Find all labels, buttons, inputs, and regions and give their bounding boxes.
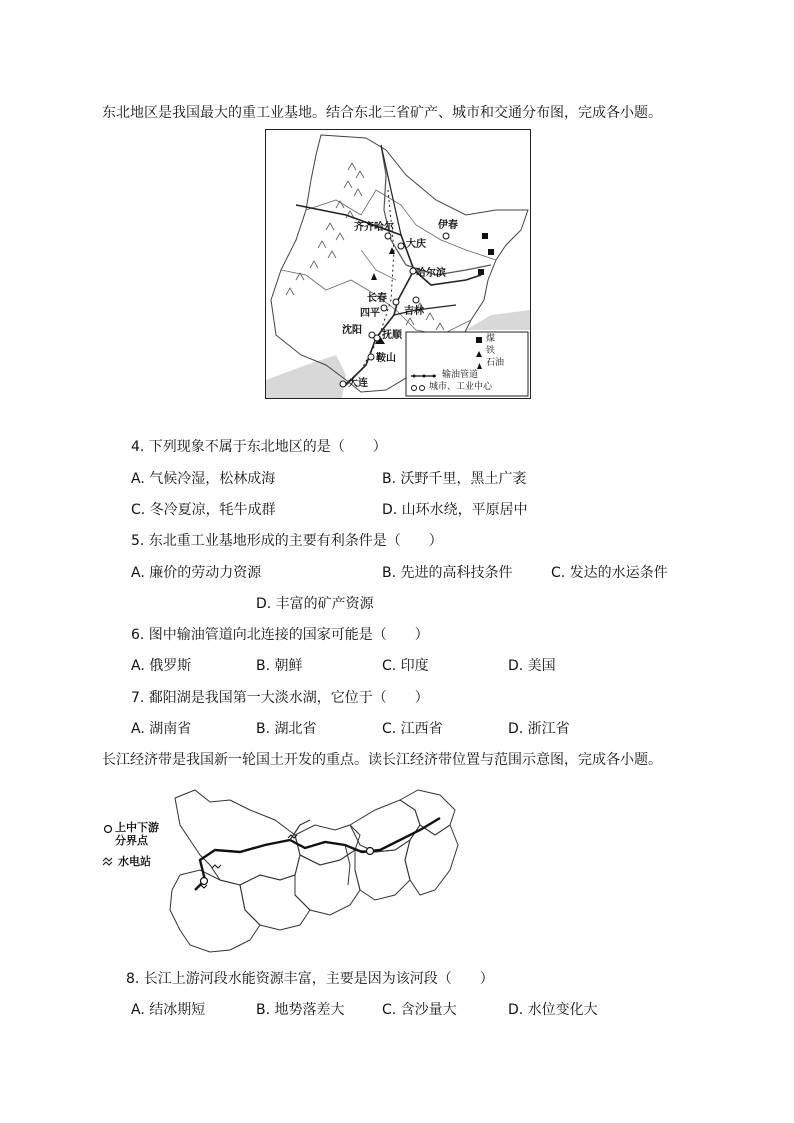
city-label: 大庆 — [406, 239, 426, 250]
question-6-stem: 6. 图中输油管道向北连接的国家可能是（ ） — [131, 627, 429, 643]
q6-option-d[interactable]: D. 美国 — [508, 658, 556, 674]
legend-coal: 煤 — [486, 334, 496, 344]
city-label: 鞍山 — [376, 353, 396, 364]
northeast-map — [265, 129, 531, 399]
city-label: 抚顺 — [382, 330, 402, 341]
q8-option-a[interactable]: A. 结冰期短 — [131, 1002, 206, 1018]
city-label: 齐齐哈尔 — [354, 222, 394, 233]
city-label: 吉林 — [404, 306, 424, 317]
city-label: 四平 — [360, 308, 380, 319]
legend-hydro: 水电站 — [118, 855, 151, 868]
question-7-stem: 7. 鄱阳湖是我国第一大淡水湖，它位于（ ） — [131, 690, 429, 706]
q4-option-c[interactable]: C. 冬冷夏凉，牦牛成群 — [131, 502, 276, 518]
city-label: 哈尔滨 — [416, 268, 446, 279]
q7-option-b[interactable]: B. 湖北省 — [256, 721, 317, 737]
q5-option-b[interactable]: B. 先进的高科技条件 — [382, 565, 513, 581]
intro-yangtze: 长江经济带是我国新一轮国土开发的重点。读长江经济带位置与范围示意图，完成各小题。 — [102, 752, 662, 768]
q5-option-d[interactable]: D. 丰富的矿产资源 — [256, 596, 374, 612]
city-label: 大连 — [348, 378, 368, 389]
legend-divider-line2: 分界点 — [115, 834, 148, 847]
city-label: 长春 — [367, 293, 387, 304]
legend-oil: 石油 — [486, 358, 505, 368]
legend-pipeline: 输油管道 — [442, 370, 479, 380]
city-label: 伊春 — [438, 220, 458, 231]
q4-option-b[interactable]: B. 沃野千里，黑土广袤 — [382, 471, 527, 487]
yangtze-map — [100, 780, 460, 958]
legend-divider-line1: 上中下游 — [115, 821, 159, 834]
question-4-stem: 4. 下列现象不属于东北地区的是（ ） — [131, 439, 387, 455]
q7-option-a[interactable]: A. 湖南省 — [131, 721, 192, 737]
legend-city: 城市、工业中心 — [429, 382, 493, 392]
q8-option-d[interactable]: D. 水位变化大 — [508, 1002, 598, 1018]
legend-iron: 铁 — [486, 346, 496, 356]
q6-option-c[interactable]: C. 印度 — [382, 658, 429, 674]
q5-option-c[interactable]: C. 发达的水运条件 — [551, 565, 668, 581]
intro-northeast: 东北地区是我国最大的重工业基地。结合东北三省矿产、城市和交通分布图，完成各小题。 — [102, 105, 662, 121]
q7-option-d[interactable]: D. 浙江省 — [508, 721, 570, 737]
city-label: 沈阳 — [342, 325, 362, 336]
q8-option-b[interactable]: B. 地势落差大 — [256, 1002, 345, 1018]
question-8-stem: 8. 长江上游河段水能资源丰富，主要是因为该河段（ ） — [126, 971, 494, 987]
yangtze-map-graphic — [100, 780, 460, 958]
q7-option-c[interactable]: C. 江西省 — [382, 721, 443, 737]
q6-option-b[interactable]: B. 朝鲜 — [256, 658, 303, 674]
question-5-stem: 5. 东北重工业基地形成的主要有利条件是（ ） — [131, 533, 443, 549]
q5-option-a[interactable]: A. 廉价的劳动力资源 — [131, 565, 262, 581]
q6-option-a[interactable]: A. 俄罗斯 — [131, 658, 192, 674]
q4-option-a[interactable]: A. 气候冷湿，松林成海 — [131, 471, 276, 487]
q4-option-d[interactable]: D. 山环水绕，平原居中 — [382, 502, 528, 518]
q8-option-c[interactable]: C. 含沙量大 — [382, 1002, 457, 1018]
